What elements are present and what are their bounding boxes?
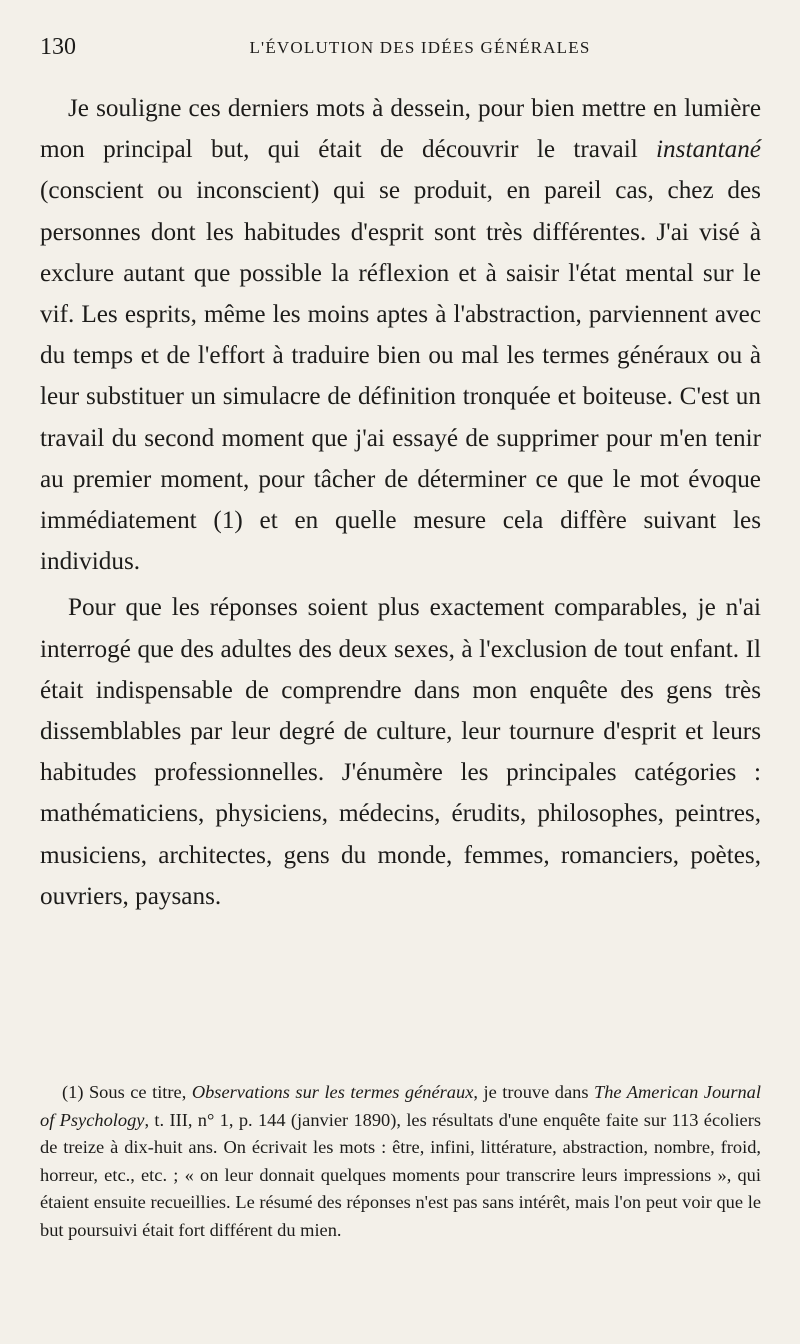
paragraph-2: Pour que les réponses soient plus exactement comparables, je n'ai interrogé que des adultes des deux sexes, à l'exclusion de tout enfant. Il était indispensable de comprendre dans mon enquête des gens très dissemblables par leur degré de culture, leur tournure d'esprit et leurs habitudes professionnelles. J'énumère les principales catégories : mathématiciens, physiciens, médecins, érudits, philosophes, peintres, musiciens, architectes, gens du monde, femmes, romanciers, poètes, ouvriers, paysans. xyxy=(40,594,761,910)
footnote xyxy=(40,1079,761,1245)
page-header xyxy=(40,34,760,64)
page-number: 130 xyxy=(40,34,76,60)
footnote-text-b: , je trouve dans xyxy=(473,1082,594,1102)
footnote-title-italic: Observations sur les termes généraux xyxy=(191,1082,474,1102)
footnote-text-c: , t. III, n° 1, p. 144 (janvier 1890), les résultats d'une enquête faite sur 113 écoliers de treize à dix-huit ans. On écrivait les mots : être, infini, littérature, abstraction, nombre, froid, horreur, etc., etc. ; « on leur donnait quelques moments pour transcrire leurs impressions », qui étaient ensuite recueillies. Le résumé des réponses n'est pas sans intérêt, mais l'on peut voir que le but poursuivi était fort différent du mien. xyxy=(40,1109,761,1240)
footnote-text-a: (1) Sous ce titre, xyxy=(62,1082,192,1102)
paragraph-1-text-b: (conscient ou inconscient) qui se produit, en pareil cas, chez des personnes dont les habitudes d'esprit sont très différentes. J'ai visé à exclure autant que possible la réflexion et à saisir l'état mental sur le vif. Les esprits, même les moins aptes à l'abstraction, parviennent avec du temps et de l'effort à traduire bien ou mal les termes généraux ou à leur substituer un simulacre de définition tronquée et boiteuse. C'est un travail du second moment que j'ai essayé de supprimer pour m'en tenir au premier moment, pour tâcher de déterminer ce que le mot évoque immédiatement (1) et en quelle mesure cela diffère suivant les individus. xyxy=(40,177,761,576)
paragraph-1-text-a: Je souligne ces derniers mots à dessein, pour bien mettre en lumière mon principal but, qui était de découvrir le travail xyxy=(40,95,761,164)
body-text xyxy=(40,88,761,917)
paragraph-1-emphasis: instantané xyxy=(656,136,761,164)
footnote-journal-italic: The American Journal of Psychology xyxy=(40,1082,761,1130)
running-title: L'ÉVOLUTION DES IDÉES GÉNÉRALES xyxy=(249,38,591,57)
paragraph-1 xyxy=(40,88,761,582)
